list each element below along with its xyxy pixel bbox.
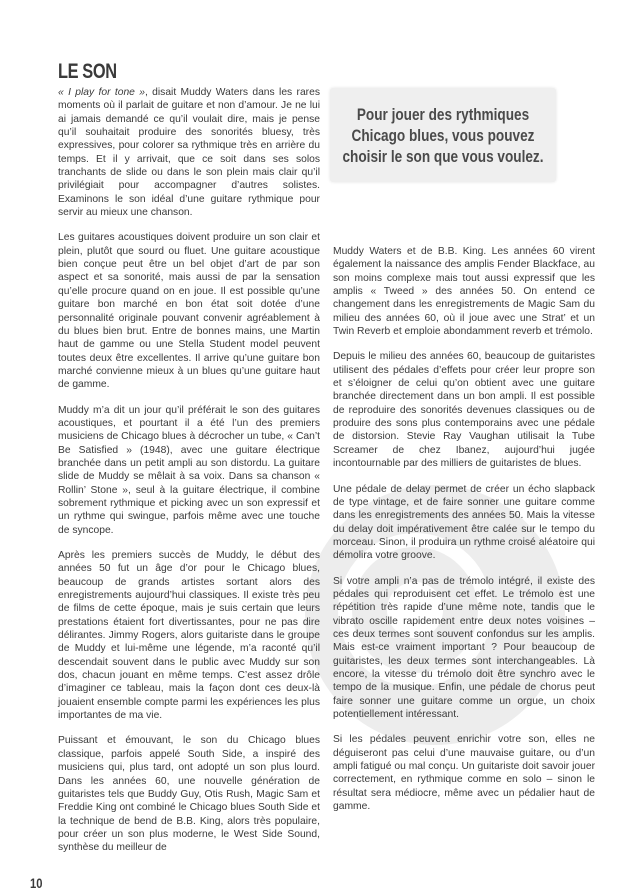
left-column [58,86,320,867]
pull-quote-box [330,88,556,182]
left-paragraph-5: Puissant et émouvant, le son du Chicago blues classique, parfois appelé South Side, a inspiré des musiciens qui, plus tard, ont adopté un son plus lourd. Dans les années 60, une nouvelle génération de guitaristes tels que Buddy Guy, Otis Rush, Magic Sam et Freddie King ont combiné le Chicago blues South Side et la technique de bend de B.B. King, alors très populaire, pour créer un son plus moderne, le West Side Sound, synthèse du meilleur de [58,735,320,854]
right-paragraph-2: Depuis le milieu des années 60, beaucoup de guitaristes utilisent des pédales d’effets pour créer leur propre son et s’éloigner de celui qu’on obtient avec une guitare branchée directement dans un bon ampli. Il est possible de reproduire des sonorités devenues classiques ou de produire des sons plus contemporains avec une pédale de distorsion. Stevie Ray Vaughan utilisait la Tube Screamer de chez Ibanez, aujourd’hui jugée incontournable par des milliers de guitaristes de blues. [333,351,595,470]
pull-quote-text: Pour jouer des rythmiques Chicago blues, vous pouvez choisir le son que vous voulez. [342,104,544,166]
right-paragraph-3: Une pédale de delay permet de créer un écho slapback de type vintage, et de faire sonner une guitare comme dans les enregistrements des années 50. Mais la vitesse du delay doit impérativement être calée sur le tempo du morceau. Sinon, il produira un rythme croisé aléatoire qui démolira votre groove. [333,483,595,562]
right-paragraph-1: Muddy Waters et de B.B. King. Les années 60 virent également la naissance des amplis Fender Blackface, au son moins complexe mais tout aussi expressif que les amplis « Tweed » des années 50. On entend ce changement dans les enregistrements de Magic Sam du milieu des années 60, où il joue avec une Strat’ et un Twin Reverb et emploie abondamment reverb et trémolo. [333,246,595,338]
page-number: 10 [30,875,43,891]
section-heading: LE SON [58,60,117,83]
paragraph-text: , disait Muddy Waters dans les rares moments où il parlait de guitare et non d’amour. Je ne lui ai jamais demandé ce qu’il voulait dire, mais je pense qu’il souhaitait produire des sonorités bluesy, très expressives, pour colorer sa rythmique très en arrière du temps. Et il y arrivait, que ce soit dans ses solos tranchants de slide ou dans le son plein mais clair qu’il privilégiait pour accompagner d’autres solistes. Examinons le son idéal d’une guitare rythmique pour servir au mieux une chanson. [58,87,320,219]
right-paragraph-5: Si les pédales peuvent enrichir votre son, elles ne déguiseront pas celui d’une mauvaise guitare, ou d’un ampli fatigué ou mal conçu. Un guitariste doit savoir jouer correctement, en rythmique comme en solo – sinon le résultat sera médiocre, même avec un pédalier haut de gamme. [333,734,595,813]
right-paragraph-4: Si votre ampli n’a pas de trémolo intégré, il existe des pédales qui reproduisent cet effet. Le trémolo est une répétition très rapide d’une même note, tandis que le vibrato oscille rapidement entre deux notes voisines – ces deux termes sont souvent confondus sur les amplis. Mais est-ce vraiment important ? Pour beaucoup de guitaristes, les deux termes sont interchangeables. Là encore, la vitesse du trémolo doit être synchro avec le tempo de la musique. Enfin, une pédale de chorus peut faire sonner une guitare comme un orgue, un choix potentiellement intéressant. [333,575,595,720]
right-column [333,245,595,825]
left-paragraph-4: Après les premiers succès de Muddy, le début des années 50 fut un âge d’or pour le Chicago blues, beaucoup de grands artistes sortant alors des enregistrements aujourd’hui classiques. Il existe très peu de films de cette époque, mais je suis certain que leurs prestations étaient fort divertissantes, pour ne pas dire délirantes. Jimmy Rogers, alors guitariste dans le groupe de Muddy et lui-même une légende, m’a raconté qu’il descendait souvent dans le public avec Muddy sur son dos, chacun jouant en même temps. C’est assez drôle d’imaginer ce tableau, mais la façon dont ces deux-là jouaient ensemble compte parmi les expériences les plus importantes de ma vie. [58,550,320,722]
quote-intro: « I play for tone » [58,87,145,98]
left-paragraph-3: Muddy m’a dit un jour qu’il préférait le son des guitares acoustiques, et pourtant il a été l’un des premiers musiciens de Chicago blues à décrocher un tube, « Can’t Be Satisfied » (1948), avec une guitare électrique branchée dans un petit ampli au son distordu. La guitare slide de Muddy se mêlait à sa voix. Dans sa chanson « Rollin’ Stone », seul à la guitare électrique, il combine sobrement rythmique et picking avec un son expressif et un rythme qui swingue, parfois même avec une touche de syncope. [58,404,320,536]
left-paragraph-1 [58,86,320,219]
left-paragraph-2: Les guitares acoustiques doivent produire un son clair et plein, plutôt que sourd ou fluet. Une guitare acoustique bien conçue peut être un bel objet d’art de par son aspect et sa sonorité, mais aussi de par la sensation qu’elle procure quand on en joue. Il est possible qu’une guitare bon marché en bon état soit dotée d’une personnalité originale pouvant convenir agréablement à du blues bien brut. Entre de bonnes mains, une Martin haut de gamme ou une Stella Student model peuvent toutes deux être excellentes. Il arrive qu’une guitare bon marché convienne mieux à un blues qu’une guitare haut de gamme. [58,232,320,391]
